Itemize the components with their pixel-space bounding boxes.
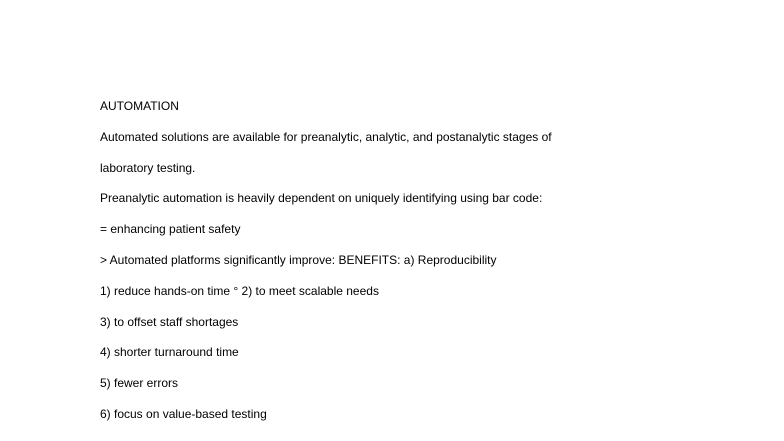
list-item-4: 4) shorter turnaround time [100,345,239,360]
text-line-patient-safety: = enhancing patient safety [100,222,241,237]
document-heading: AUTOMATION [100,99,179,113]
text-line-automated-solutions: Automated solutions are available for preanalytic, analytic, and postanalytic stages of [100,129,552,144]
document-body [100,99,760,438]
list-item-1-2: 1) reduce hands-on time ° 2) to meet scalable needs [100,283,379,298]
text-line-preanalytic-automation: Preanalytic automation is heavily dependent on uniquely identifying using bar code: [100,191,543,206]
list-item-6: 6) focus on value-based testing [100,406,267,421]
list-item-3: 3) to offset staff shortages [100,314,239,329]
text-line-laboratory-testing: laboratory testing. [100,160,196,175]
text-line-benefits: > Automated platforms significantly improve: BENEFITS: a) Reproducibility [100,252,497,267]
list-item-5: 5) fewer errors [100,376,179,391]
